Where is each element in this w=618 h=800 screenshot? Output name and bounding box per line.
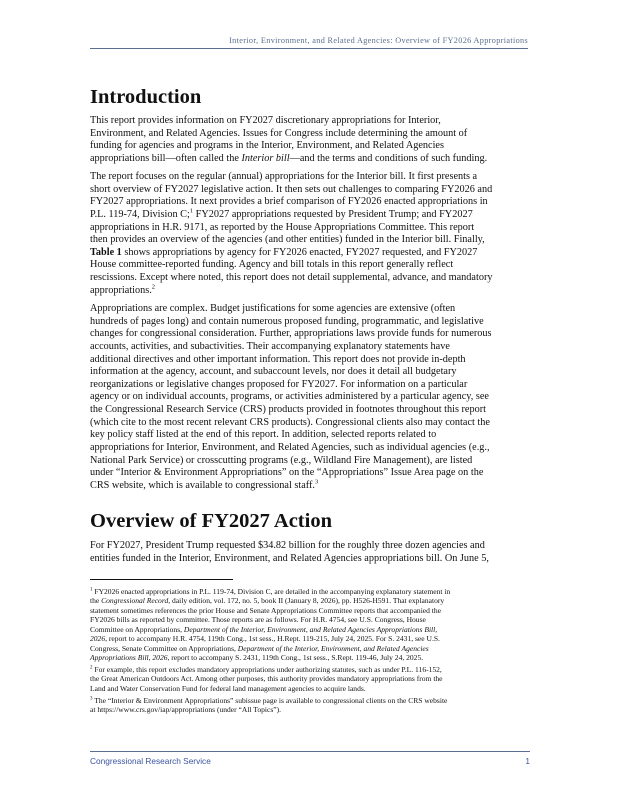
- interior-bill-term: Interior bill: [241, 152, 290, 164]
- footnote-2: $^2$ For example, this report excludes mandatory appropriations under authorizing statutes, such as under P.L. 116-152, the Great American Outdoors Act. Among other purposes, this authority provides mandatory appropriations from the Land and Water Conservation Fund for federal land management agencies to acquire lands.: [90, 665, 443, 693]
- section-heading-introduction: Introduction: [90, 86, 202, 108]
- footnote-3: $^3$ The “Interior & Environment Appropriations” subissue page is available to congressional clients on the CRS website at https://www.crs.gov/iap/appropriations (under “All Topics”).: [90, 696, 448, 715]
- intro-paragraph-1: This report provides information on FY2027 discretionary appropriations for Interior, Environment, and Related Agencies. Issues for Congress include determining the amount of funding for agencies and programs in the Interior, Environment, and Related Agencies appropriations bill—often called the Interior bill—and the terms and conditions of such funding.: [90, 115, 488, 164]
- footnote-divider: [90, 579, 233, 580]
- section-heading-overview: Overview of FY2027 Action: [90, 510, 332, 532]
- table-1-reference[interactable]: Table 1: [90, 246, 122, 258]
- footnote-1: $^1$ FY2026 enacted appropriations in P.L. 119-74, Division C, are detailed in the accompanying explanatory statement in the Congressional Record, daily edition, vol. 172, no. 5, book II (January 8, 2026), pp. H526-H591. That explanatory statement sometimes references the prior House and Senate Appropriations Committee reports that accompanied the FY2026 bills as reported by committee. Those reports are as follows. For H.R. 4754, see U.S. Congress, House Committee on Appropriations, Department of the Interior, Environment, and Related Agencies Appropriations Bill, 2026, report to accompany H.R. 4754, 119th Cong., 1st sess., H.Rept. 119-215, July 24, 2025. For S. 2431, see U.S. Congress, Senate Committee on Appropriations, Department of the Interior, Environment, and Related Agencies Appropriations Bill, 2026, report to accompany S. 2431, 119th Cong., 1st sess., S.Rept. 119-46, July 24, 2025.: [90, 587, 451, 663]
- footnote-ref-2[interactable]: 2: [151, 283, 156, 291]
- intro-paragraph-3: Appropriations are complex. Budget justifications for some agencies are extensive (often hundreds of pages long) and contain numerous proposed funding, programmatic, and legislative changes for congressional consideration. Further, appropriations laws provide funds for numerous accounts, activities, and subactivities. Their accompanying explanatory statements have additional directives and other important information. This report does not provide in-depth information at the agency, account, and subaccount levels, nor does it detail all budgetary reorganizations or legislative changes proposed for FY2027. For information on a particular agency or on individual accounts, programs, or activities administered by a particular agency, see the Congressional Research Service (CRS) products provided in footnotes throughout this report (which cite to the most recent relevant CRS products). Congressional clients also may contact the key policy staff listed at the end of this report. In addition, selected reports related to appropriations for Interior, Environment, and Related Agencies, such as individual agencies (e.g., National Park Service) or crosscutting programs (e.g., Wildland Fire Management), are listed under “Interior & Environment Appropriations” on the “Appropriations” Issue Area page on the CRS website, which is available to congressional staff.$^3$: [90, 303, 492, 491]
- footer-divider: [90, 751, 530, 752]
- overview-paragraph-1: For FY2027, President Trump requested $34.82 billion for the roughly three dozen agencies and entities funded in the Interior, Environment, and Related Agencies appropriations bill. On June 5,: [90, 540, 489, 564]
- footnote-ref-3[interactable]: 3: [315, 478, 319, 486]
- footnote-ref-1[interactable]: 1: [189, 207, 194, 215]
- page-number: 1: [525, 756, 530, 766]
- intro-paragraph-2: The report focuses on the regular (annual) appropriations for the Interior bill. It first presents a short overview of FY2027 legislative action. It then sets out challenges to comparing FY2026 and FY2027 appropriations. It next provides a brief comparison of FY2026 enacted appropriations in P.L. 119-74, Division C;$^1$ FY2027 appropriations requested by President Trump; and FY2027 appropriations in H.R. 9171, as reported by the House Appropriations Committee. This report then provides an overview of the agencies (and other entities) funded in the Interior bill. Finally, Table 1 shows appropriations by agency for FY2026 enacted, FY2027 requested, and FY2027 House committee-reported funding. Agency and bill totals in this report generally reflect rescissions. Except where noted, this report does not detail supplemental, advance, and mandatory appropriations.$^2$: [90, 171, 493, 296]
- running-header: Interior, Environment, and Related Agencies: Overview of FY2026 Appropriations: [90, 36, 528, 49]
- footer-organization: Congressional Research Service: [90, 756, 211, 766]
